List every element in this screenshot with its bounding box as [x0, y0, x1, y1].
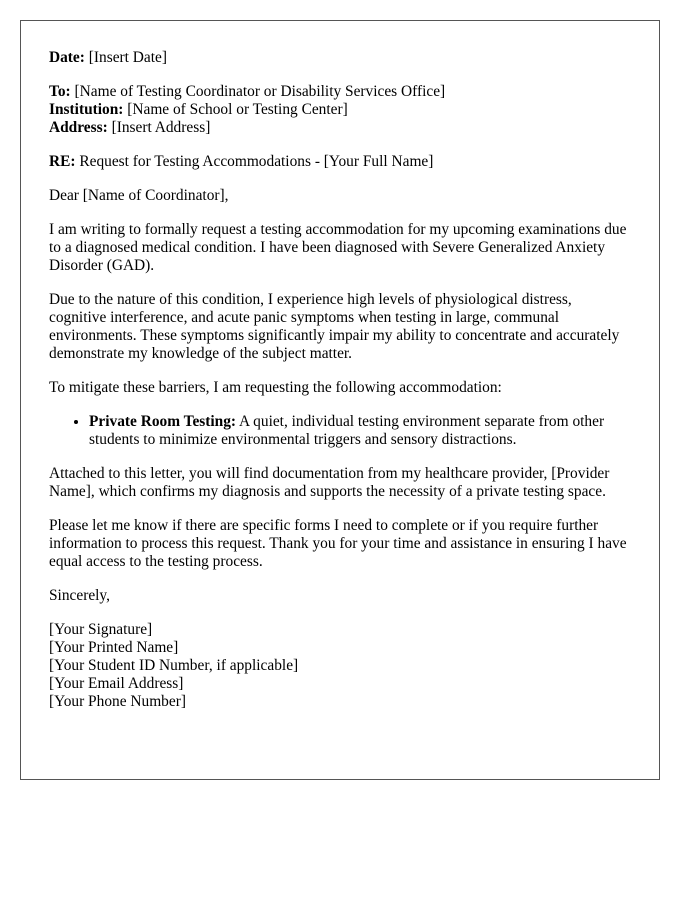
date-value: [Insert Date] — [84, 49, 167, 66]
paragraph-followup: Please let me know if there are specific forms I need to complete or if you require further information to process this request. Thank you for your time and assistance in ensuring I have equal access to the testing process. — [49, 517, 627, 570]
to-line — [49, 83, 631, 101]
institution-label: Institution: — [49, 101, 124, 118]
address-line — [49, 119, 631, 137]
accommodation-list — [49, 413, 631, 449]
subject-block — [49, 153, 631, 171]
phone-line: [Your Phone Number] — [49, 693, 186, 710]
letter-page — [20, 20, 660, 780]
institution-line — [49, 101, 631, 119]
paragraph-condition: Due to the nature of this condition, I experience high levels of physiological distress, cognitive interference, and acute panic symptoms when testing in large, communal environments. These symptoms significantly impair my ability to concentrate and accurately demonstrate my knowledge of the subject matter. — [49, 291, 620, 362]
email-line: [Your Email Address] — [49, 675, 184, 692]
paragraph-documentation: Attached to this letter, you will find documentation from my healthcare provider, [Provider Name], which confirms my diagnosis and supports the necessity of a private testing space. — [49, 465, 610, 500]
accommodation-text: A quiet, individual testing environment separate from other students to minimize environmental triggers and sensory distractions. — [89, 413, 605, 448]
signature-line: [Your Signature] — [49, 621, 153, 638]
date-label: Date: — [49, 49, 85, 66]
accommodation-title: Private Room Testing: — [89, 413, 237, 430]
recipient-block — [49, 83, 631, 137]
date-line — [49, 49, 631, 67]
to-value: [Name of Testing Coordinator or Disability Services Office] — [70, 83, 446, 100]
paragraph-intro: I am writing to formally request a testing accommodation for my upcoming examinations due to a diagnosed medical condition. I have been diagnosed with Severe Generalized Anxiety Disorder (GAD). — [49, 221, 627, 274]
re-line — [49, 153, 631, 171]
re-value: Request for Testing Accommodations - [Your Full Name] — [75, 153, 434, 170]
sign-off: Sincerely, — [49, 587, 110, 604]
accommodation-item — [89, 413, 631, 449]
paragraph-request: To mitigate these barriers, I am requesting the following accommodation: — [49, 379, 502, 396]
to-label: To: — [49, 83, 71, 100]
institution-value: [Name of School or Testing Center] — [123, 101, 348, 118]
signature-block — [49, 621, 631, 711]
address-label: Address: — [49, 119, 108, 136]
date-line-block — [49, 49, 631, 67]
salutation: Dear [Name of Coordinator], — [49, 187, 229, 204]
re-label: RE: — [49, 153, 76, 170]
student-id-line: [Your Student ID Number, if applicable] — [49, 657, 299, 674]
printed-name-line: [Your Printed Name] — [49, 639, 179, 656]
address-value: [Insert Address] — [107, 119, 211, 136]
